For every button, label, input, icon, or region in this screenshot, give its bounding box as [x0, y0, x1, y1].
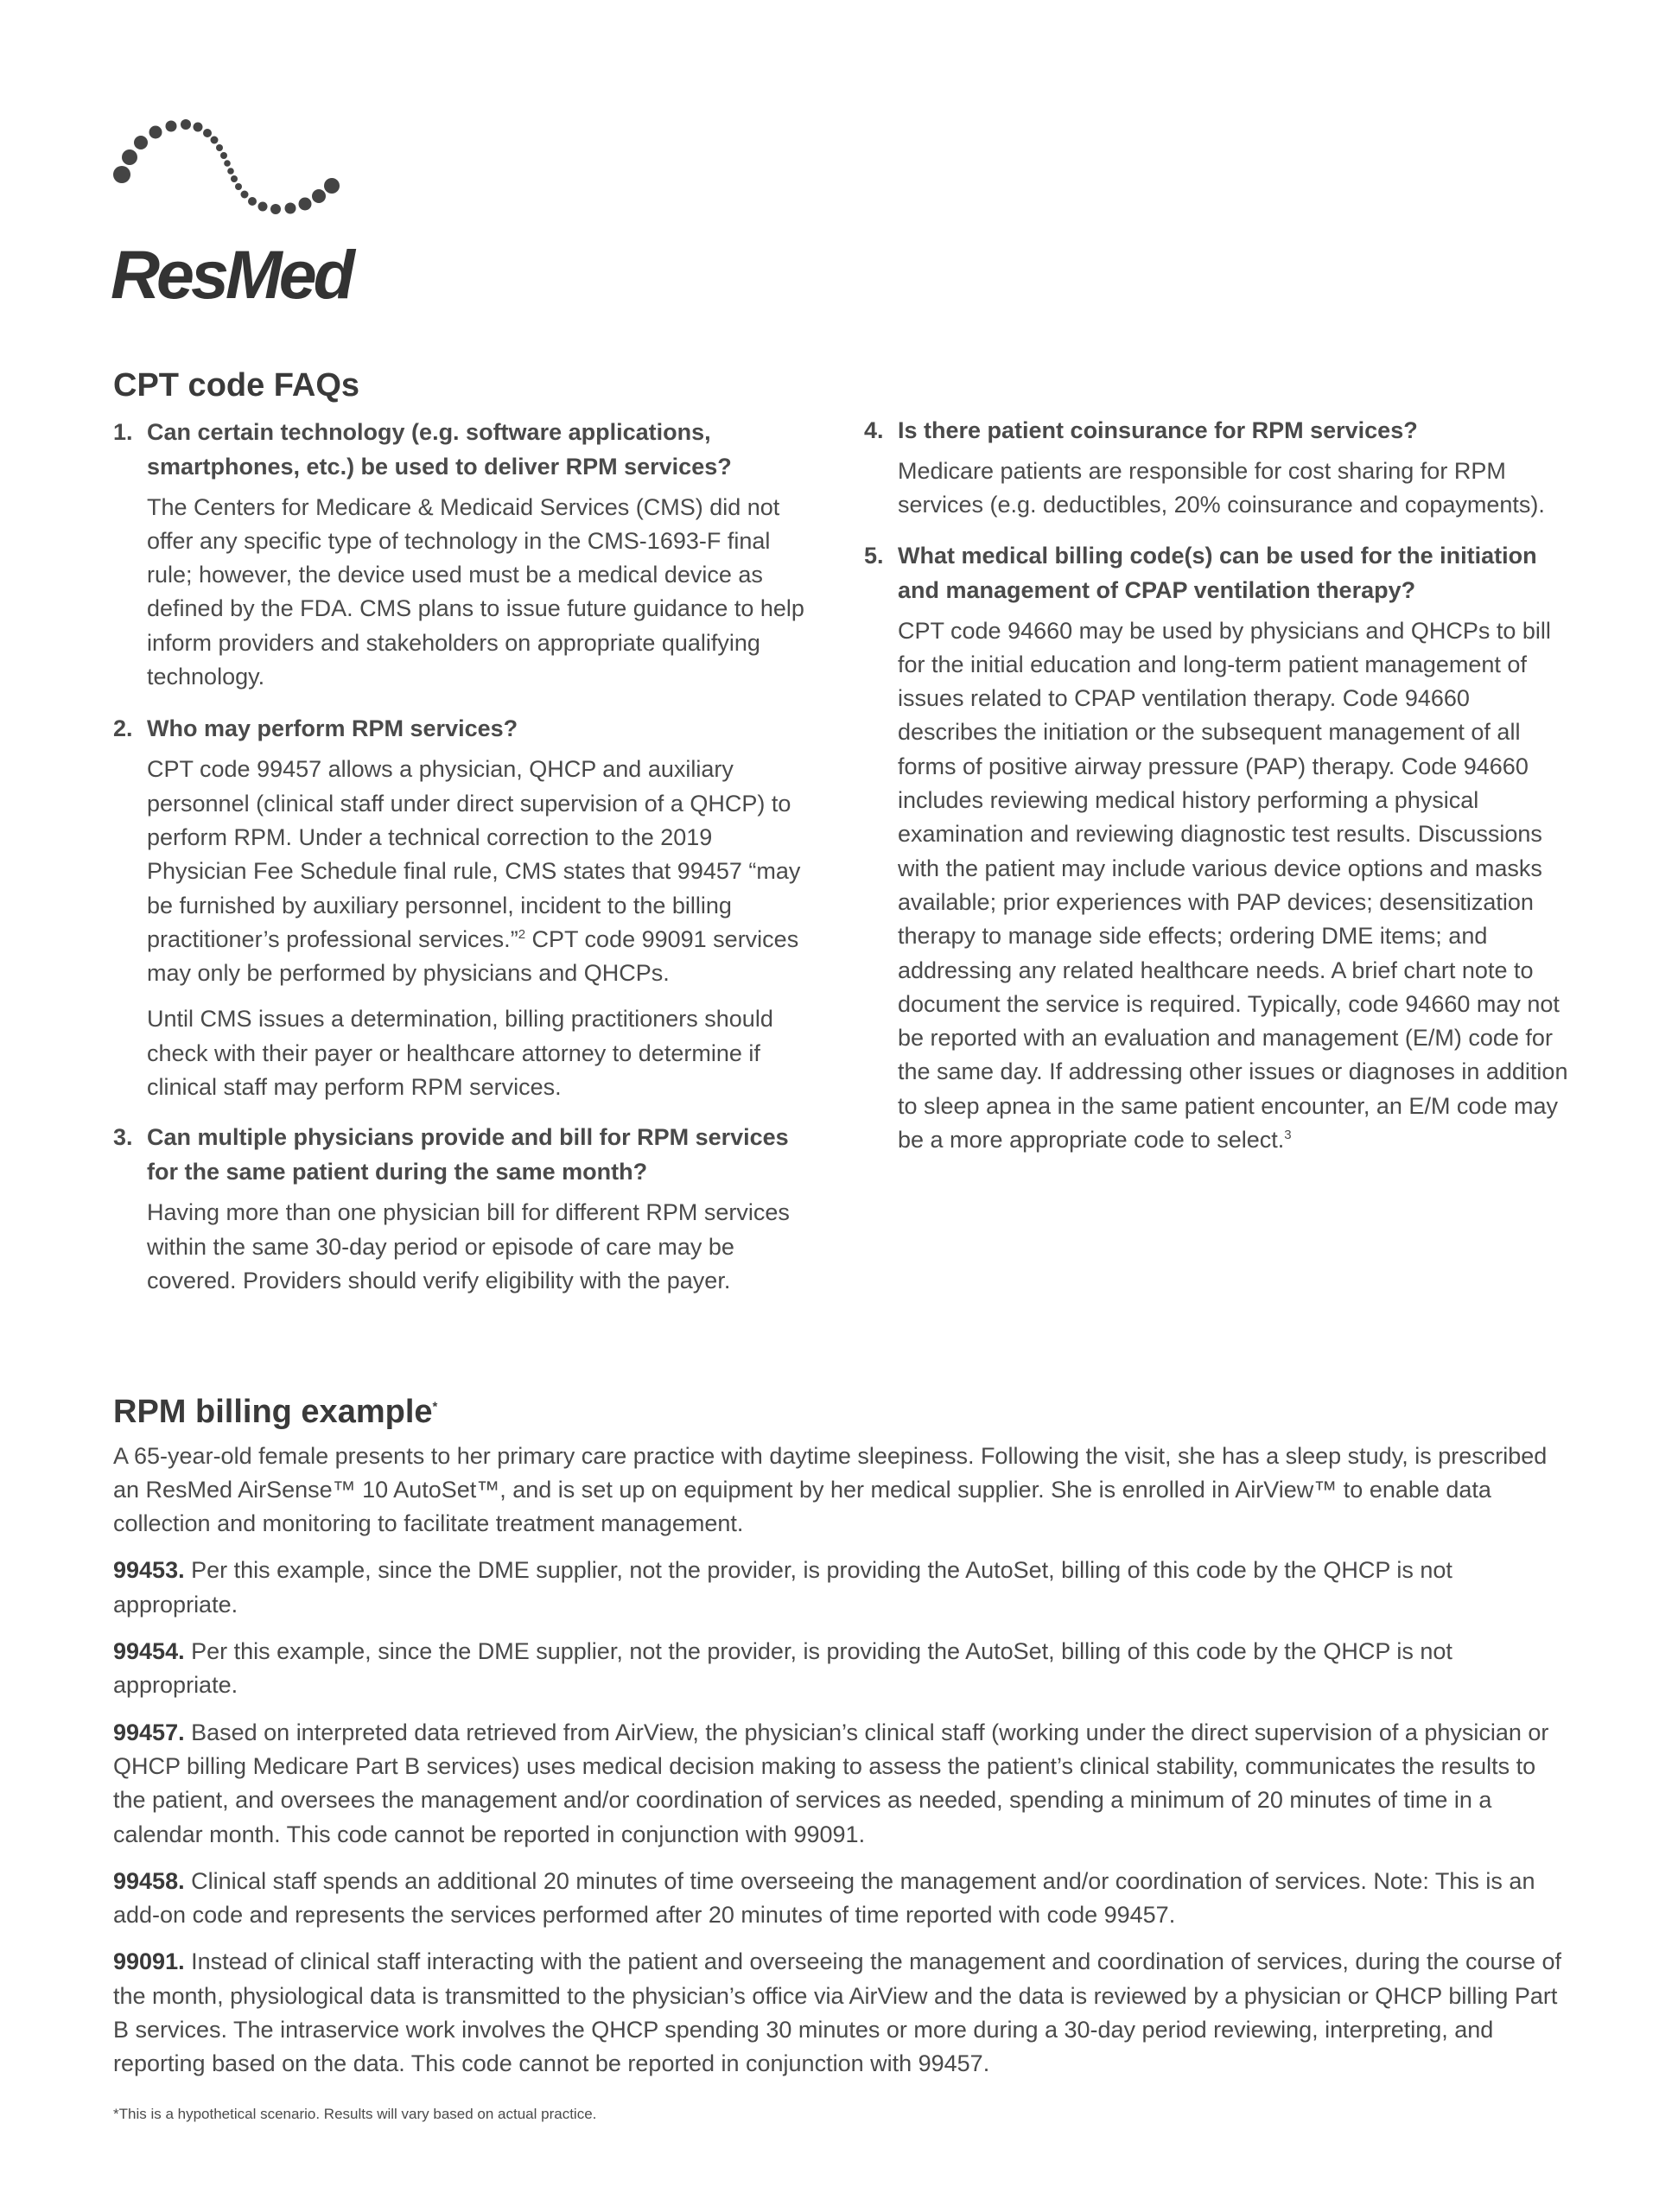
faq-item [864, 538, 1573, 1158]
billing-heading [113, 1393, 1565, 1433]
billing-code-item [113, 1635, 1565, 1703]
billing-code: 99091. [113, 1948, 185, 1975]
faq-question: Can certain technology (e.g. software applications, smartphones, etc.) be used to deliver RPM services? [147, 418, 732, 480]
faq-answer: Medicare patients are responsible for cost sharing for RPM services (e.g. deductibles, 20% coinsurance and copayments). [898, 458, 1545, 518]
billing-heading-text: RPM billing example [113, 1394, 433, 1430]
faq-right-column [864, 413, 1573, 1157]
billing-code: 99458. [113, 1867, 185, 1894]
footnote-ref: 2 [518, 926, 526, 942]
faq-item [864, 413, 1573, 523]
faq-answer-text: CPT code 99091 services may only be performed by physicians and QHCPs. [147, 925, 799, 987]
footnote: *This is a hypothetical scenario. Results will vary based on actual practice. [113, 2106, 597, 2122]
resmed-logo [111, 108, 404, 315]
faq-number: 4. [864, 417, 884, 443]
billing-code-item [113, 1865, 1565, 1933]
faq-answer [147, 753, 813, 990]
billing-code-text: Per this example, since the DME supplier, not the provider, is providing the AutoSet, billing of this code by the QHCP is not appropriate. [113, 1638, 1452, 1699]
faq-number: 2. [113, 715, 133, 742]
faq-number: 5. [864, 542, 884, 569]
billing-code-text: Clinical staff spends an additional 20 minutes of time overseeing the management and/or coordination of services. Note: This is an add-on code and represents the services performed after 20 minutes of time reported with code 99457. [113, 1867, 1535, 1929]
faq-answer-text: CPT code 94660 may be used by physicians and QHCPs to bill for the initial education and long-term patient management of issues related to CPAP ventilation therapy. Code 94660 describes the initiation or the subsequent management of all forms of positive airway pressure (PAP) therapy. Code 94660 includes reviewing medical history performing a physical examination and reviewing diagnostic test results. Discussions with the patient may include various device options and masks available; prior experiences with PAP devices; desensitization therapy to manage side effects; ordering DME items; and addressing any related healthcare needs. A brief chart note to document the service is required. Typically, code 94660 may not be reported with an evaluation and management (E/M) code for the same day. If addressing other issues or diagnoses in addition to sleep apnea in the same patient encounter, an E/M code may be a more appropriate code to select. [898, 617, 1568, 1154]
billing-code-text: Per this example, since the DME supplier, not the provider, is providing the AutoSet, billing of this code by the QHCP is not appropriate. [113, 1557, 1452, 1618]
billing-intro: A 65-year-old female presents to her primary care practice with daytime sleepiness. Following the visit, she has a sleep study, is prescribed an ResMed AirSense™ 10 AutoSet™, and is set up on equipment by her medical supplier. She is enrolled in AirView™ to enable data collection and monitoring to facilitate treatment management. [113, 1442, 1548, 1537]
billing-section [113, 1393, 1565, 2082]
faq-item [113, 415, 813, 695]
faq-heading: CPT code FAQs [113, 367, 360, 404]
billing-code: 99453. [113, 1557, 185, 1584]
faq-left-column [113, 366, 813, 1298]
faq-answer: Having more than one physician bill for different RPM services within the same 30-day period or episode of care may be covered. Providers should verify eligibility with the payer. [147, 1199, 790, 1294]
faq-number: 1. [113, 418, 133, 445]
footnote-ref: 3 [1284, 1128, 1292, 1143]
billing-code-text: Based on interpreted data retrieved from AirView, the physician’s clinical staff (working under the direct supervision of a physician or QHCP billing Medicare Part B services) uses medical decision making to assess the patient’s clinical stability, communicates the results to the patient, and oversees the management and/or coordination of services as needed, spending a minimum of 20 minutes of time in a calendar month. This code cannot be reported in conjunction with 99091. [113, 1719, 1549, 1847]
faq-answer [898, 614, 1573, 1158]
billing-code: 99457. [113, 1719, 185, 1745]
billing-code-text: Instead of clinical staff interacting with the patient and overseeing the management and coordination of services, during the course of the month, physiological data is transmitted to the physician’s office via AirView and the data is reviewed by a physician or QHCP billing Part B services. The intraservice work involves the QHCP spending 30 minutes or more during a 30-day period reviewing, interpreting, and reporting based on the data. This code cannot be reported in conjunction with 99457. [113, 1948, 1562, 2077]
faq-question: What medical billing code(s) can be used for the initiation and management of CPAP ventilation therapy? [898, 542, 1537, 603]
faq-answer: The Centers for Medicare & Medicaid Services (CMS) did not offer any specific type of technology in the CMS-1693-F final rule; however, the device used must be a medical device as defined by the FDA. CMS plans to issue future guidance to help inform providers and stakeholders on appropriate qualifying technology. [147, 493, 804, 690]
faq-item [113, 1120, 813, 1298]
footnote-ref: * [432, 1399, 438, 1414]
faq-item [113, 711, 813, 1104]
faq-question: Who may perform RPM services? [147, 715, 518, 742]
billing-code-item [113, 1554, 1565, 1622]
brand-wordmark: ResMed [111, 236, 352, 313]
billing-code-item [113, 1945, 1565, 2081]
faq-question: Is there patient coinsurance for RPM services? [898, 417, 1418, 443]
billing-code: 99454. [113, 1638, 185, 1665]
faq-question: Can multiple physicians provide and bill for RPM services for the same patient during the same month? [147, 1124, 789, 1185]
wave-dots-icon [111, 108, 404, 238]
billing-code-item [113, 1716, 1565, 1852]
faq-answer-text: CPT code 99457 allows a physician, QHCP and auxiliary personnel (clinical staff under direct supervision of a QHCP) to perform RPM. Under a technical correction to the 2019 Physician Fee Schedule final rule, CMS states that 99457 “may be furnished by auxiliary personnel, incident to the billing practitioner’s professional services.” [147, 756, 801, 952]
faq-number: 3. [113, 1124, 133, 1151]
faq-answer: Until CMS issues a determination, billing practitioners should check with their payer or healthcare attorney to determine if clinical staff may perform RPM services. [147, 1006, 773, 1101]
